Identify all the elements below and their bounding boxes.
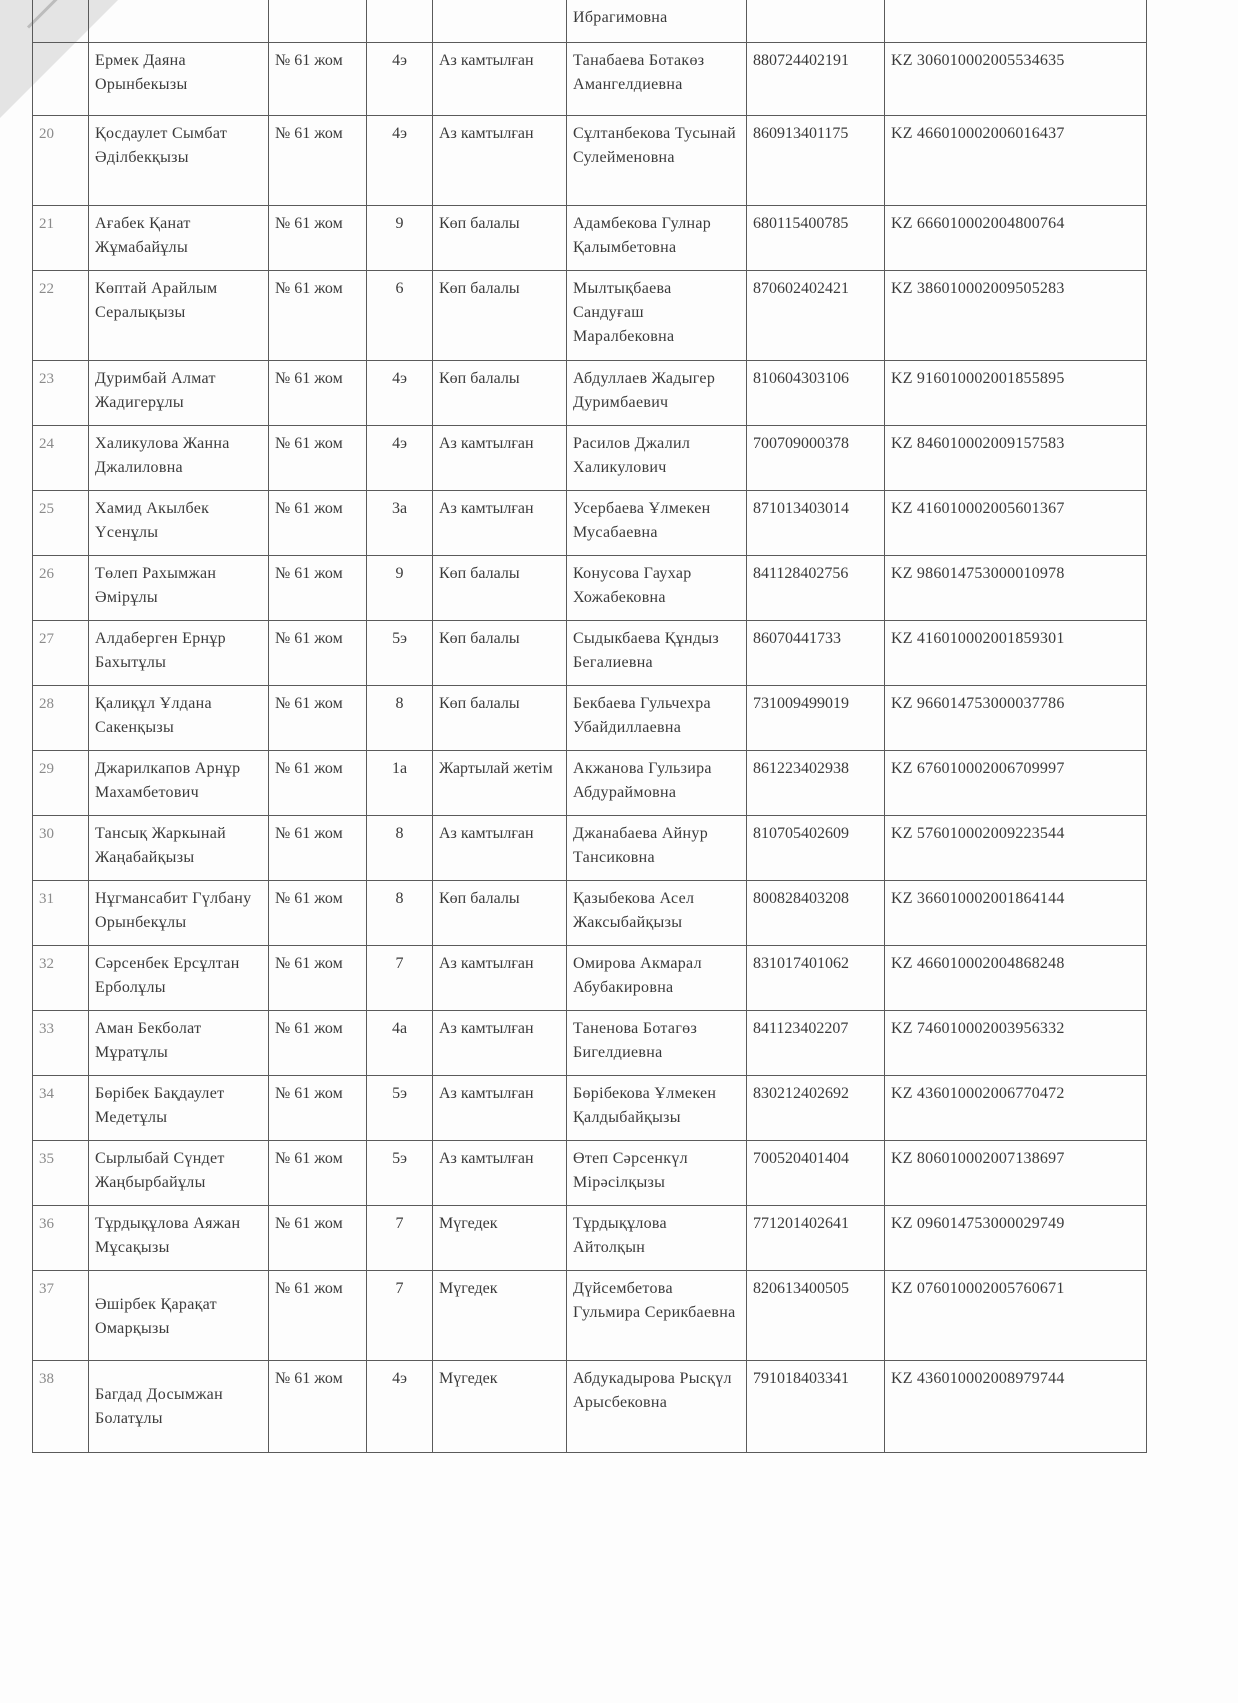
class: 4э — [367, 425, 433, 490]
school: № 61 жом — [269, 1205, 367, 1270]
bank-account: KZ 986014753000010978 — [885, 555, 1147, 620]
class: 6 — [367, 270, 433, 360]
bank-account: KZ 416010002001859301 — [885, 620, 1147, 685]
row-number: 27 — [33, 620, 89, 685]
parent-name: Конусова Гаухар Хожабековна — [567, 555, 747, 620]
parent-name: Ибрагимовна — [567, 0, 747, 42]
parent-name: Мылтықбаева Сандуғаш Маралбековна — [567, 270, 747, 360]
row-number: 31 — [33, 880, 89, 945]
bank-account: KZ 806010002007138697 — [885, 1140, 1147, 1205]
category: Көп балалы — [433, 620, 567, 685]
parent-name: Адамбекова Гулнар Қалымбетовна — [567, 205, 747, 270]
parent-iin: 680115400785 — [747, 205, 885, 270]
row-number: 26 — [33, 555, 89, 620]
parent-iin: 830212402692 — [747, 1075, 885, 1140]
parent-iin: 86070441733 — [747, 620, 885, 685]
student-name: Тұрдықұлова Аяжан Мұсақызы — [89, 1205, 269, 1270]
school: № 61 жом — [269, 270, 367, 360]
table-row — [33, 270, 1147, 360]
parent-iin: 800828403208 — [747, 880, 885, 945]
school: № 61 жом — [269, 815, 367, 880]
parent-name: Өтеп Сәрсенкүл Мірәсілқызы — [567, 1140, 747, 1205]
table-row — [33, 1010, 1147, 1075]
table-row — [33, 1360, 1147, 1452]
student-name: Алдаберген Ернұр Бахытұлы — [89, 620, 269, 685]
class: 7 — [367, 945, 433, 1010]
row-number: 29 — [33, 750, 89, 815]
class: 4а — [367, 1010, 433, 1075]
parent-name: Танабаева Ботакөз Амангелдиевна — [567, 42, 747, 115]
category: Аз камтылған — [433, 1075, 567, 1140]
student-name: Сырлыбай Сүндет Жаңбырбайұлы — [89, 1140, 269, 1205]
school: № 61 жом — [269, 555, 367, 620]
table-row — [33, 555, 1147, 620]
parent-iin: 820613400505 — [747, 1270, 885, 1360]
school: № 61 жом — [269, 42, 367, 115]
bank-account: KZ 846010002009157583 — [885, 425, 1147, 490]
school: № 61 жом — [269, 425, 367, 490]
table-row — [33, 1270, 1147, 1360]
row-number: 24 — [33, 425, 89, 490]
parent-name: Абдукадырова Рысқүл Арысбековна — [567, 1360, 747, 1452]
class: 1а — [367, 750, 433, 815]
category: Көп балалы — [433, 360, 567, 425]
bank-account: KZ 386010002009505283 — [885, 270, 1147, 360]
row-number: 36 — [33, 1205, 89, 1270]
row-number: 30 — [33, 815, 89, 880]
category: Көп балалы — [433, 685, 567, 750]
bank-account: KZ 416010002005601367 — [885, 490, 1147, 555]
student-name: Нұгмансабит Гүлбану Орынбекұлы — [89, 880, 269, 945]
class: 7 — [367, 1205, 433, 1270]
class — [367, 0, 433, 42]
parent-name: Сыдыкбаева Құндыз Бегалиевна — [567, 620, 747, 685]
class: 4э — [367, 1360, 433, 1452]
bank-account: KZ 576010002009223544 — [885, 815, 1147, 880]
parent-iin: 810604303106 — [747, 360, 885, 425]
row-number: 33 — [33, 1010, 89, 1075]
school: № 61 жом — [269, 1075, 367, 1140]
table-row — [33, 115, 1147, 205]
student-name: Ермек Даяна Орынбекызы — [89, 42, 269, 115]
category — [433, 0, 567, 42]
category: Көп балалы — [433, 205, 567, 270]
category: Аз камтылған — [433, 1140, 567, 1205]
school: № 61 жом — [269, 1010, 367, 1075]
bank-account: KZ 366010002001864144 — [885, 880, 1147, 945]
school: № 61 жом — [269, 360, 367, 425]
parent-iin: 700709000378 — [747, 425, 885, 490]
bank-account: KZ 306010002005534635 — [885, 42, 1147, 115]
parent-iin: 771201402641 — [747, 1205, 885, 1270]
school: № 61 жом — [269, 1270, 367, 1360]
student-name: Сәрсенбек Ерсұлтан Ерболұлы — [89, 945, 269, 1010]
parent-name: Бөрібекова Ұлмекен Қалдыбайқызы — [567, 1075, 747, 1140]
row-number: 32 — [33, 945, 89, 1010]
parent-name: Абдуллаев Жадыгер Дуримбаевич — [567, 360, 747, 425]
parent-name: Акжанова Гульзира Абдураймовна — [567, 750, 747, 815]
bank-account: KZ 746010002003956332 — [885, 1010, 1147, 1075]
row-number: 34 — [33, 1075, 89, 1140]
bank-account — [885, 0, 1147, 42]
row-number — [33, 0, 89, 42]
row-number: 20 — [33, 115, 89, 205]
class: 9 — [367, 555, 433, 620]
student-name: Төлеп Рахымжан Әмірұлы — [89, 555, 269, 620]
table-row — [33, 945, 1147, 1010]
parent-iin: 791018403341 — [747, 1360, 885, 1452]
class: 4э — [367, 42, 433, 115]
row-number: 37 — [33, 1270, 89, 1360]
parent-name: Джанабаева Айнур Тансиковна — [567, 815, 747, 880]
student-name: Ағабек Қанат Жұмабайұлы — [89, 205, 269, 270]
table-row — [33, 205, 1147, 270]
category: Аз камтылған — [433, 115, 567, 205]
parent-name: Тұрдықұлова Айтолқын — [567, 1205, 747, 1270]
school: № 61 жом — [269, 750, 367, 815]
row-number: 22 — [33, 270, 89, 360]
bank-account: KZ 096014753000029749 — [885, 1205, 1147, 1270]
parent-name: Бекбаева Гульчехра Убайдиллаевна — [567, 685, 747, 750]
student-name: Бөрібек Бақдаулет Медетұлы — [89, 1075, 269, 1140]
student-name: Хамид Акылбек Үсенұлы — [89, 490, 269, 555]
table-row — [33, 1140, 1147, 1205]
parent-iin: 861223402938 — [747, 750, 885, 815]
table-row — [33, 880, 1147, 945]
category: Көп балалы — [433, 880, 567, 945]
student-name: Әшірбек Қарақат Омарқызы — [89, 1270, 269, 1360]
table-row — [33, 360, 1147, 425]
student-name: Халикулова Жанна Джалиловна — [89, 425, 269, 490]
parent-iin: 841123402207 — [747, 1010, 885, 1075]
category: Көп балалы — [433, 270, 567, 360]
parent-iin — [747, 0, 885, 42]
class: 5э — [367, 1075, 433, 1140]
category: Мүгедек — [433, 1360, 567, 1452]
category: Мүгедек — [433, 1205, 567, 1270]
school — [269, 0, 367, 42]
row-number: 38 — [33, 1360, 89, 1452]
student-name: Көптай Арайлым Сералықызы — [89, 270, 269, 360]
bank-account: KZ 916010002001855895 — [885, 360, 1147, 425]
category: Көп балалы — [433, 555, 567, 620]
category: Жартылай жетім — [433, 750, 567, 815]
class: 4э — [367, 360, 433, 425]
parent-iin: 871013403014 — [747, 490, 885, 555]
student-name: Джарилкапов Арнұр Махамбетович — [89, 750, 269, 815]
class: 5э — [367, 1140, 433, 1205]
row-number: 25 — [33, 490, 89, 555]
table-row — [33, 490, 1147, 555]
parent-iin: 831017401062 — [747, 945, 885, 1010]
row-number: 35 — [33, 1140, 89, 1205]
school: № 61 жом — [269, 945, 367, 1010]
parent-name: Омирова Акмарал Абубакировна — [567, 945, 747, 1010]
category: Аз камтылған — [433, 945, 567, 1010]
class: 8 — [367, 880, 433, 945]
parent-iin: 731009499019 — [747, 685, 885, 750]
parent-iin: 870602402421 — [747, 270, 885, 360]
school: № 61 жом — [269, 490, 367, 555]
row-number: 28 — [33, 685, 89, 750]
bank-account: KZ 966014753000037786 — [885, 685, 1147, 750]
student-name: Дуримбай Алмат Жадигерұлы — [89, 360, 269, 425]
parent-name: Расилов Джалил Халикулович — [567, 425, 747, 490]
bank-account: KZ 436010002008979744 — [885, 1360, 1147, 1452]
class: 5э — [367, 620, 433, 685]
class: 9 — [367, 205, 433, 270]
class: 8 — [367, 685, 433, 750]
bank-account: KZ 466010002006016437 — [885, 115, 1147, 205]
table-row — [33, 815, 1147, 880]
student-name — [89, 0, 269, 42]
school: № 61 жом — [269, 620, 367, 685]
row-number: 23 — [33, 360, 89, 425]
bank-account: KZ 436010002006770472 — [885, 1075, 1147, 1140]
school: № 61 жом — [269, 1140, 367, 1205]
row-number — [33, 42, 89, 115]
parent-name: Дүйсембетова Гульмира Серикбаевна — [567, 1270, 747, 1360]
student-name: Аман Бекболат Мұратұлы — [89, 1010, 269, 1075]
parent-iin: 841128402756 — [747, 555, 885, 620]
school: № 61 жом — [269, 880, 367, 945]
table-row — [33, 1205, 1147, 1270]
bank-account: KZ 676010002006709997 — [885, 750, 1147, 815]
student-roster-table — [32, 0, 1147, 1453]
table-row — [33, 685, 1147, 750]
school: № 61 жом — [269, 115, 367, 205]
school: № 61 жом — [269, 685, 367, 750]
student-name: Қосдаулет Сымбат Әділбекқызы — [89, 115, 269, 205]
table-row — [33, 620, 1147, 685]
table-row — [33, 750, 1147, 815]
parent-name: Сұлтанбекова Тусынай Сулейменовна — [567, 115, 747, 205]
parent-name: Қазыбекова Асел Жаксыбайқызы — [567, 880, 747, 945]
table-row — [33, 1075, 1147, 1140]
category: Мүгедек — [433, 1270, 567, 1360]
category: Аз камтылған — [433, 815, 567, 880]
table-row — [33, 42, 1147, 115]
class: 7 — [367, 1270, 433, 1360]
parent-iin: 880724402191 — [747, 42, 885, 115]
category: Аз камтылған — [433, 1010, 567, 1075]
bank-account: KZ 466010002004868248 — [885, 945, 1147, 1010]
parent-iin: 700520401404 — [747, 1140, 885, 1205]
parent-name: Таненова Ботагөз Бигелдиевна — [567, 1010, 747, 1075]
table-row-continuation — [33, 0, 1147, 42]
student-name: Багдад Досымжан Болатұлы — [89, 1360, 269, 1452]
bank-account: KZ 666010002004800764 — [885, 205, 1147, 270]
student-name: Қалиқұл Ұлдана Сакенқызы — [89, 685, 269, 750]
class: 3а — [367, 490, 433, 555]
class: 4э — [367, 115, 433, 205]
school: № 61 жом — [269, 1360, 367, 1452]
category: Аз камтылған — [433, 42, 567, 115]
category: Аз камтылған — [433, 490, 567, 555]
parent-iin: 810705402609 — [747, 815, 885, 880]
table-row — [33, 425, 1147, 490]
class: 8 — [367, 815, 433, 880]
parent-iin: 860913401175 — [747, 115, 885, 205]
category: Аз камтылған — [433, 425, 567, 490]
bank-account: KZ 076010002005760671 — [885, 1270, 1147, 1360]
row-number: 21 — [33, 205, 89, 270]
student-name: Тансық Жаркынай Жаңабайқызы — [89, 815, 269, 880]
school: № 61 жом — [269, 205, 367, 270]
parent-name: Усербаева Ұлмекен Мусабаевна — [567, 490, 747, 555]
